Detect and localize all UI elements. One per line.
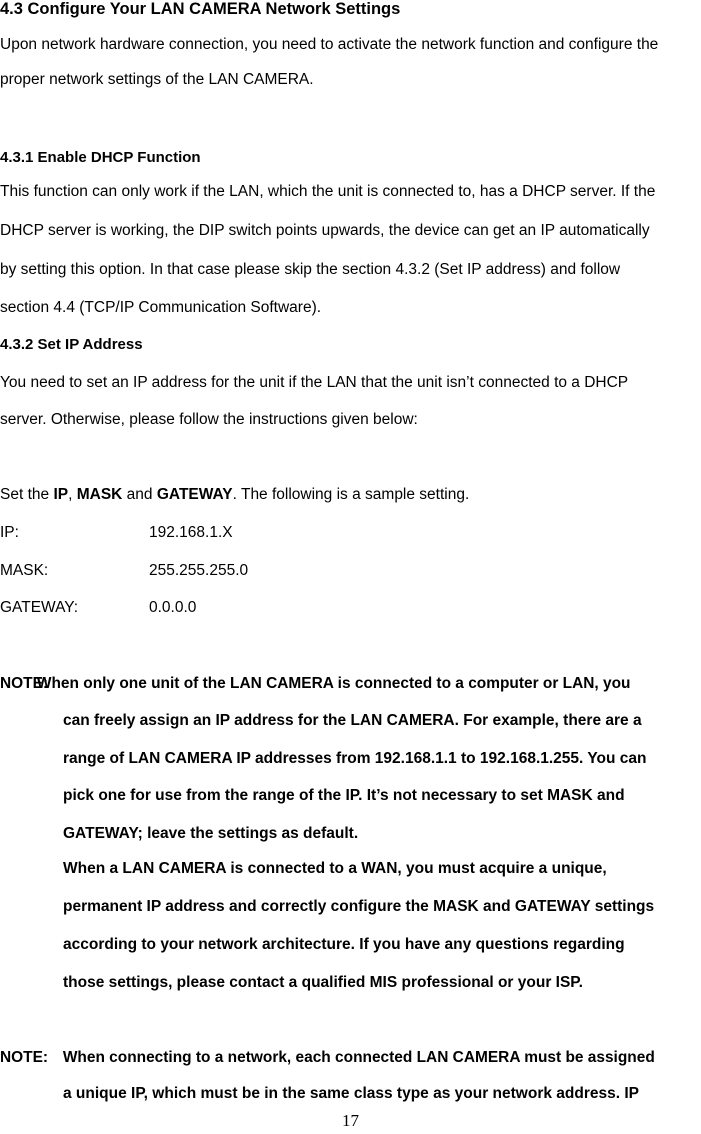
note-2-label: NOTE: (0, 1049, 49, 1066)
note-2-line-2: a unique IP, which must be in the same class type as your network address. IP (63, 1085, 639, 1102)
note-1-line-4: pick one for use from the range of the IP. It’s not necessary to set MASK and (63, 787, 625, 804)
dhcp-line-1: This function can only work if the LAN, which the unit is connected to, has a DHCP server. If the (0, 183, 656, 200)
intro-line-1: Upon network hardware connection, you need to activate the network function and configure the (0, 36, 659, 53)
setting-label-gateway: GATEWAY: (0, 599, 79, 616)
setting-value-mask: 255.255.255.0 (149, 562, 249, 579)
note-1-line-5: GATEWAY; leave the settings as default. (63, 825, 359, 842)
note-1-label: NOTE: (0, 675, 49, 692)
ip-term: IP (53, 486, 69, 503)
note-1-line-9: those settings, please contact a qualified MIS professional or your ISP. (63, 974, 583, 991)
setting-label-ip: IP: (0, 524, 19, 541)
set-ip-line-2: server. Otherwise, please follow the instructions given below: (0, 411, 418, 428)
gateway-term: GATEWAY (156, 486, 233, 503)
dhcp-line-4: section 4.4 (TCP/IP Communication Software). (0, 299, 322, 316)
setting-label-mask: MASK: (0, 562, 49, 579)
dhcp-line-3: by setting this option. In that case please skip the section 4.3.2 (Set IP address) and follow (0, 261, 621, 278)
dhcp-line-2: DHCP server is working, the DIP switch points upwards, the device can get an IP automatically (0, 222, 650, 239)
intro-line-2: proper network settings of the LAN CAMERA. (0, 71, 314, 88)
note-1-line-8: according to your network architecture. If you have any questions regarding (63, 936, 625, 953)
note-1-line-6: When a LAN CAMERA is connected to a WAN, you must acquire a unique, (63, 860, 607, 877)
setting-value-ip: 192.168.1.X (149, 524, 233, 541)
dhcp-title: 4.3.1 Enable DHCP Function (0, 149, 201, 166)
settings-intro-post: . The following is a sample setting. (232, 486, 470, 503)
set-ip-title: 4.3.2 Set IP Address (0, 336, 143, 353)
note-2-text: When connecting to a network, each connected LAN CAMERA must be assigned (62, 1049, 655, 1066)
note-1-line-2: can freely assign an IP address for the LAN CAMERA. For example, there are a (63, 712, 642, 729)
setting-value-gateway: 0.0.0.0 (149, 599, 197, 616)
note-1-text: When only one unit of the LAN CAMERA is connected to a computer or LAN, you (36, 675, 631, 692)
section-title: 4.3 Configure Your LAN CAMERA Network Settings (0, 0, 401, 18)
mask-term: MASK (76, 486, 123, 503)
page-number: 17 (342, 1111, 359, 1130)
set-ip-line-1: You need to set an IP address for the unit if the LAN that the unit isn’t connected to a DHCP (0, 374, 629, 391)
settings-intro-sep1: , (68, 486, 77, 503)
note-1-line-3: range of LAN CAMERA IP addresses from 192.168.1.1 to 192.168.1.255. You can (63, 750, 647, 767)
settings-intro-sep2: and (122, 486, 157, 503)
settings-intro (0, 486, 469, 504)
settings-intro-pre: Set the (0, 486, 54, 503)
note-1-line-7: permanent IP address and correctly configure the MASK and GATEWAY settings (63, 898, 655, 915)
